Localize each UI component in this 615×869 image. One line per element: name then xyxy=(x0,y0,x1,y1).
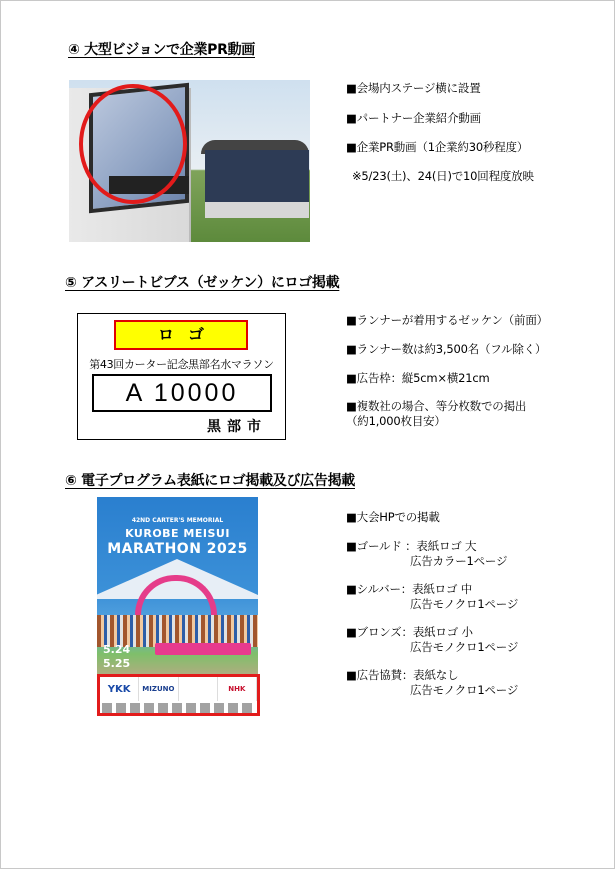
cover-pink-banner xyxy=(155,643,251,655)
cover-title-line1: KUROBE MEISUI xyxy=(125,527,230,540)
bullet-line2: 広告カラー1ページ xyxy=(410,554,508,568)
section6-heading: ⑥ 電子プログラム表紙にロゴ掲載及び広告掲載 xyxy=(65,473,355,489)
section4-note: ※5/23(土)、24(日)で10回程度放映 xyxy=(352,169,534,183)
section5-bullet-cont: （約1,000枚目安） xyxy=(346,414,446,428)
sponsor-logo: NHK xyxy=(218,677,257,701)
bib-race-name: 第43回カーター記念黒部名水マラソン xyxy=(89,358,274,371)
section5-bullet: ■ランナーが着用するゼッケン（前面） xyxy=(346,313,548,327)
cover-date2: 5.25 xyxy=(103,657,131,670)
section4-bullet: ■企業PR動画（1企業約30秒程度） xyxy=(346,140,529,154)
bullet-line2: 広告モノクロ1ページ xyxy=(410,683,519,697)
sponsor-logo xyxy=(179,677,218,701)
cover-date1: 5.24 xyxy=(103,643,131,656)
section5-bullet: ■広告枠：縦5cm×横21cm xyxy=(346,371,490,385)
stage-front xyxy=(205,202,309,218)
section4-bullet: ■会場内ステージ横に設置 xyxy=(346,81,481,95)
section5-bullet: ■複数社の場合、等分枚数での掲出 xyxy=(346,399,527,413)
bullet-line1: ■ゴールド ：表紙ロゴ 大 xyxy=(346,539,477,553)
cover-subtitle: 42ND CARTER'S MEMORIAL xyxy=(131,517,224,524)
section5-heading: ⑤ アスリートビブス（ゼッケン）にロゴ掲載 xyxy=(65,275,340,291)
sponsor-logos xyxy=(100,677,257,701)
bib-logo-area: ロゴ xyxy=(114,320,248,350)
sponsor-logo: MIZUNO xyxy=(139,677,178,701)
section6-bullet xyxy=(346,582,518,612)
bullet-line1: ■シルバー：表紙ロゴ 中 xyxy=(346,582,473,596)
bib-city: 黒部市 xyxy=(207,419,267,435)
bullet-line2: 広告モノクロ1ページ xyxy=(410,640,519,654)
cover-title-line2: MARATHON 2025 xyxy=(107,541,248,557)
section4-heading: ④ 大型ビジョンで企業PR動画 xyxy=(68,42,255,58)
section6-bullet xyxy=(346,625,518,655)
cover-sponsor-area xyxy=(97,674,260,716)
highlight-circle xyxy=(79,84,187,204)
bullet-line1: ■大会HPでの掲載 xyxy=(346,510,440,524)
bullet-line2: 広告モノクロ1ページ xyxy=(410,597,519,611)
section4-bullet: ■パートナー企業紹介動画 xyxy=(346,111,481,125)
sponsor-logo: YKK xyxy=(100,677,139,701)
bib-sample xyxy=(77,313,286,440)
bullet-line1: ■広告協賛：表紙なし xyxy=(346,668,459,682)
bullet-line1: ■ブロンズ：表紙ロゴ 小 xyxy=(346,625,473,639)
section6-bullet xyxy=(346,510,440,525)
section6-bullet xyxy=(346,668,518,698)
sponsor-small-logos xyxy=(102,703,255,713)
section5-bullet: ■ランナー数は約3,500名（フル除く） xyxy=(346,342,547,356)
section6-bullet xyxy=(346,539,507,569)
bib-number: A 10000 xyxy=(92,374,272,412)
